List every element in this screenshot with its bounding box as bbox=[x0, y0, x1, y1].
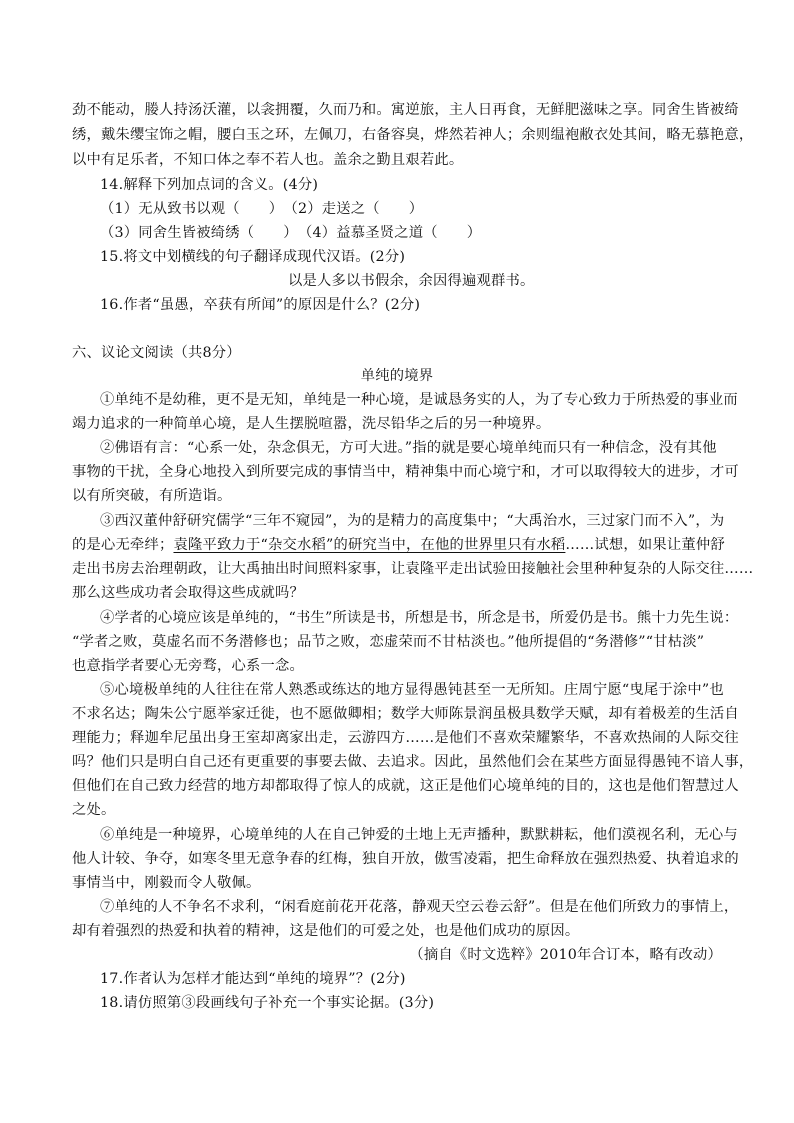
paragraph-3-line: ③西汉董仲舒研究儒学“三年不窥园”，为的是精力的高度集中；“大禹治水，三过家门而不入”，为 bbox=[100, 513, 725, 529]
section-heading: 六、议论文阅读（共8分） bbox=[72, 345, 241, 361]
paragraph-7-line: ⑦单纯的人不争名不求利，“闲看庭前花开花落，静观天空云卷云舒”。但是在他们所致力的事情上， bbox=[100, 899, 739, 915]
paragraph-6-line: ⑥单纯是一种境界，心境单纯的人在自己钟爱的土地上无声播种，默默耕耘，他们漠视名利，无心与 bbox=[100, 827, 738, 843]
paragraph-3-line: 那么这些成功者会取得这些成就吗？ bbox=[72, 585, 304, 601]
paragraph-6-line: 他人计较、争夺，如寒冬里无意争春的红梅，独自开放，傲雪凌霜，把生命释放在强烈热爱、执着追求的 bbox=[72, 851, 739, 867]
paragraph-5-line: 之处。 bbox=[72, 802, 116, 818]
question-18-stem: 18.请仿照第③段画线句子补充一个事实论据。(3分) bbox=[100, 995, 435, 1011]
question-15-sentence: 以是人多以书假余，余因得遍观群书。 bbox=[288, 273, 535, 289]
paragraph-1-line: 竭力追求的一种简单心境，是人生摆脱喧嚣，洗尽铅华之后的另一种境界。 bbox=[72, 416, 551, 432]
paragraph-5-line: 不求名达；陶朱公宁愿举家迁徙，也不愿做卿相；数学大师陈景润虽极具数学天赋，却有着极差的生活自 bbox=[72, 706, 739, 722]
paragraph-3-text: ……试想，如果让董仲舒 bbox=[565, 537, 725, 553]
question-17-stem: 17.作者认为怎样才能达到“单纯的境界”？(2分) bbox=[100, 971, 406, 987]
paragraph-3-text: 的是心无牵绊； bbox=[72, 537, 174, 553]
question-14-row: （3）同舍生皆被绮绣（ ） （4）益慕圣贤之道（ ） bbox=[100, 225, 482, 241]
paragraph-4-line: 也意指学者要心无旁骛，心系一念。 bbox=[72, 658, 304, 674]
paragraph-4-line: “学者之败，莫虚名而不务潜修也；品节之败，恋虚荣而不甘枯淡也。”他所提倡的“务潜修”“甘枯淡” bbox=[72, 634, 705, 650]
question-14-row: （1）无从致书以观（ ） （2）走送之（ ） bbox=[100, 201, 424, 217]
question-14-stem: 14.解释下列加点词的含义。(4分) bbox=[100, 177, 319, 193]
paragraph-2-line: 事物的干扰，全身心地投入到所要完成的事情当中，精神集中而心境宁和，才可以取得较大的进步，才可 bbox=[72, 464, 739, 480]
paragraph-5-line: 吗？他们只是明白自己还有更重要的事要去做、去追求。因此，虽然他们会在某些方面显得愚钝不谙人事， bbox=[72, 754, 754, 770]
passage-line: 以中有足乐者，不知口体之奉不若人也。盖余之勤且艰若此。 bbox=[72, 152, 464, 168]
question-16-stem: 16.作者“虽愚，卒获有所闻”的原因是什么？(2分) bbox=[100, 297, 421, 313]
paragraph-4-line: ④学者的心境应该是单纯的，“书生”所读是书，所想是书，所念是书，所爱仍是书。熊十力先生说： bbox=[100, 610, 739, 626]
paragraph-6-line: 事情当中，刚毅而令人敬佩。 bbox=[72, 875, 261, 891]
underlined-example-sentence: 袁隆平致力于“杂交水稻”的研究当中，在他的世界里只有水稻 bbox=[173, 537, 566, 553]
paragraph-3-line bbox=[72, 533, 725, 557]
paragraph-5-line: 理能力；释迦牟尼虽出身王室却离家出走，云游四方……是他们不喜欢荣耀繁华，不喜欢热闹的人际交往 bbox=[72, 730, 739, 746]
paragraph-3-line: 走出书房去治理朝政，让大禹抽出时间照料家事，让袁隆平走出试验田接触社会里种种复杂的人际交往…… bbox=[72, 561, 754, 577]
question-15-stem: 15.将文中划横线的句子翻译成现代汉语。(2分) bbox=[100, 249, 406, 265]
paragraph-1-line: ①单纯不是幼稚，更不是无知，单纯是一种心境，是诚恳务实的人，为了专心致力于所热爱的事业而 bbox=[100, 392, 738, 408]
passage-line: 劲不能动，媵人持汤沃灌，以衾拥覆，久而乃和。寓逆旅，主人日再食，无鲜肥滋味之享。同舍生皆被绮 bbox=[72, 102, 739, 118]
paragraph-2-line: 以有所突破，有所造诣。 bbox=[72, 488, 232, 504]
passage-line: 绣，戴朱缨宝饰之帽，腰白玉之环，左佩刀，右备容臭，烨然若神人；余则缊袍敝衣处其间，略无慕艳意， bbox=[72, 127, 754, 143]
paragraph-5-line: ⑤心境极单纯的人往往在常人熟悉或练达的地方显得愚钝甚至一无所知。庄周宁愿“曳尾于涂中”也 bbox=[100, 682, 724, 698]
paragraph-2-line: ②佛语有言：“心系一处，杂念俱无，方可大进。”指的就是要心境单纯而只有一种信念，没有其他 bbox=[100, 440, 717, 456]
paragraph-7-line: 却有着强烈的热爱和执着的精神，这是他们的可爱之处，也是他们成功的原因。 bbox=[72, 923, 580, 939]
paragraph-5-line: 但他们在自己致力经营的地方却都取得了惊人的成就，这正是他们心境单纯的目的，这也是他们智慧过人 bbox=[72, 778, 739, 794]
source-citation: （摘自《时文选粹》2010年合订本，略有改动） bbox=[409, 947, 722, 963]
essay-title: 单纯的境界 bbox=[360, 368, 434, 384]
